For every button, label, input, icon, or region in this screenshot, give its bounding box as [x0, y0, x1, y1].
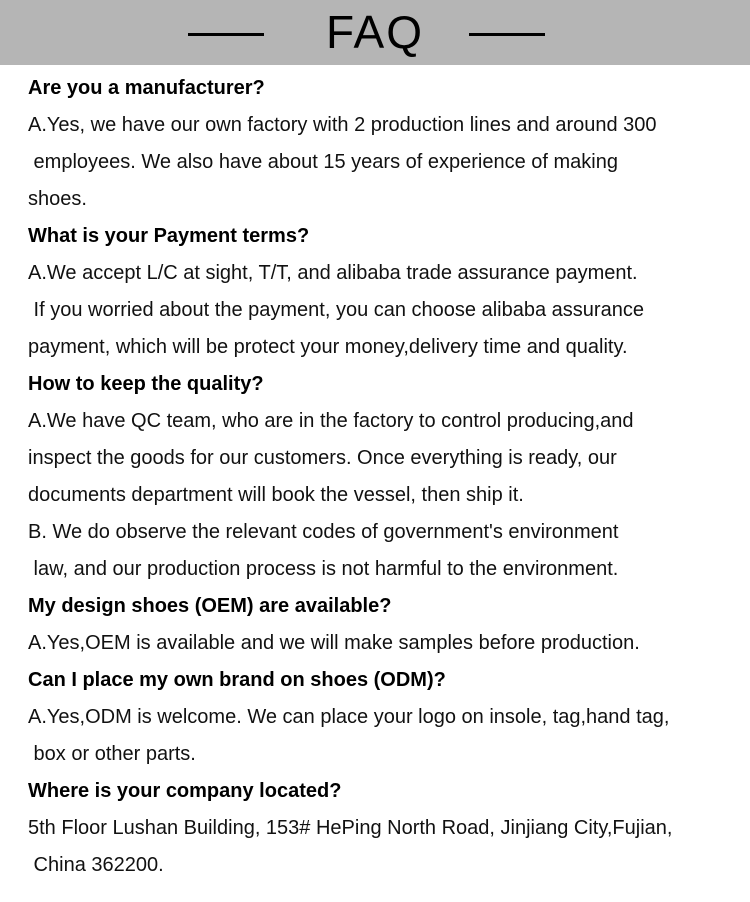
- faq-list: [28, 70, 738, 884]
- faq-answer-line: inspect the goods for our customers. Once everything is ready, our: [28, 447, 617, 469]
- faq-question: My design shoes (OEM) are available?: [28, 595, 392, 617]
- faq-answer-line: A.We have QC team, who are in the factory to control producing,and: [28, 410, 634, 432]
- faq-question: Are you a manufacturer?: [28, 77, 265, 99]
- faq-answer-line: B. We do observe the relevant codes of government's environment: [28, 521, 619, 543]
- faq-item: [28, 588, 738, 662]
- faq-answer-line: box or other parts.: [28, 743, 196, 765]
- faq-answer-line: A.Yes,OEM is available and we will make samples before production.: [28, 632, 640, 654]
- faq-answer-line: A.Yes, we have our own factory with 2 production lines and around 300: [28, 114, 657, 136]
- faq-answer-line: A.Yes,ODM is welcome. We can place your logo on insole, tag,hand tag,: [28, 706, 670, 728]
- faq-item: [28, 662, 738, 773]
- faq-answer-line: A.We accept L/C at sight, T/T, and alibaba trade assurance payment.: [28, 262, 638, 284]
- faq-item: [28, 366, 738, 588]
- faq-question: Can I place my own brand on shoes (ODM)?: [28, 669, 446, 691]
- faq-answer-line: If you worried about the payment, you can choose alibaba assurance: [28, 299, 644, 321]
- faq-header-bar: [0, 0, 750, 65]
- faq-answer-line: documents department will book the vessel, then ship it.: [28, 484, 524, 506]
- page-title: FAQ: [325, 6, 425, 58]
- faq-question: How to keep the quality?: [28, 373, 264, 395]
- header-right-rule: [469, 33, 545, 36]
- faq-answer-line: employees. We also have about 15 years of experience of making: [28, 151, 618, 173]
- faq-answer-line: China 362200.: [28, 854, 164, 876]
- faq-item: [28, 218, 738, 366]
- faq-answer-line: 5th Floor Lushan Building, 153# HePing North Road, Jinjiang City,Fujian,: [28, 817, 673, 839]
- faq-answer-line: law, and our production process is not harmful to the environment.: [28, 558, 619, 580]
- faq-item: [28, 70, 738, 218]
- faq-question: What is your Payment terms?: [28, 225, 310, 247]
- faq-question: Where is your company located?: [28, 780, 342, 802]
- faq-answer-line: payment, which will be protect your money,delivery time and quality.: [28, 336, 628, 358]
- faq-answer-line: shoes.: [28, 188, 87, 210]
- faq-item: [28, 773, 738, 884]
